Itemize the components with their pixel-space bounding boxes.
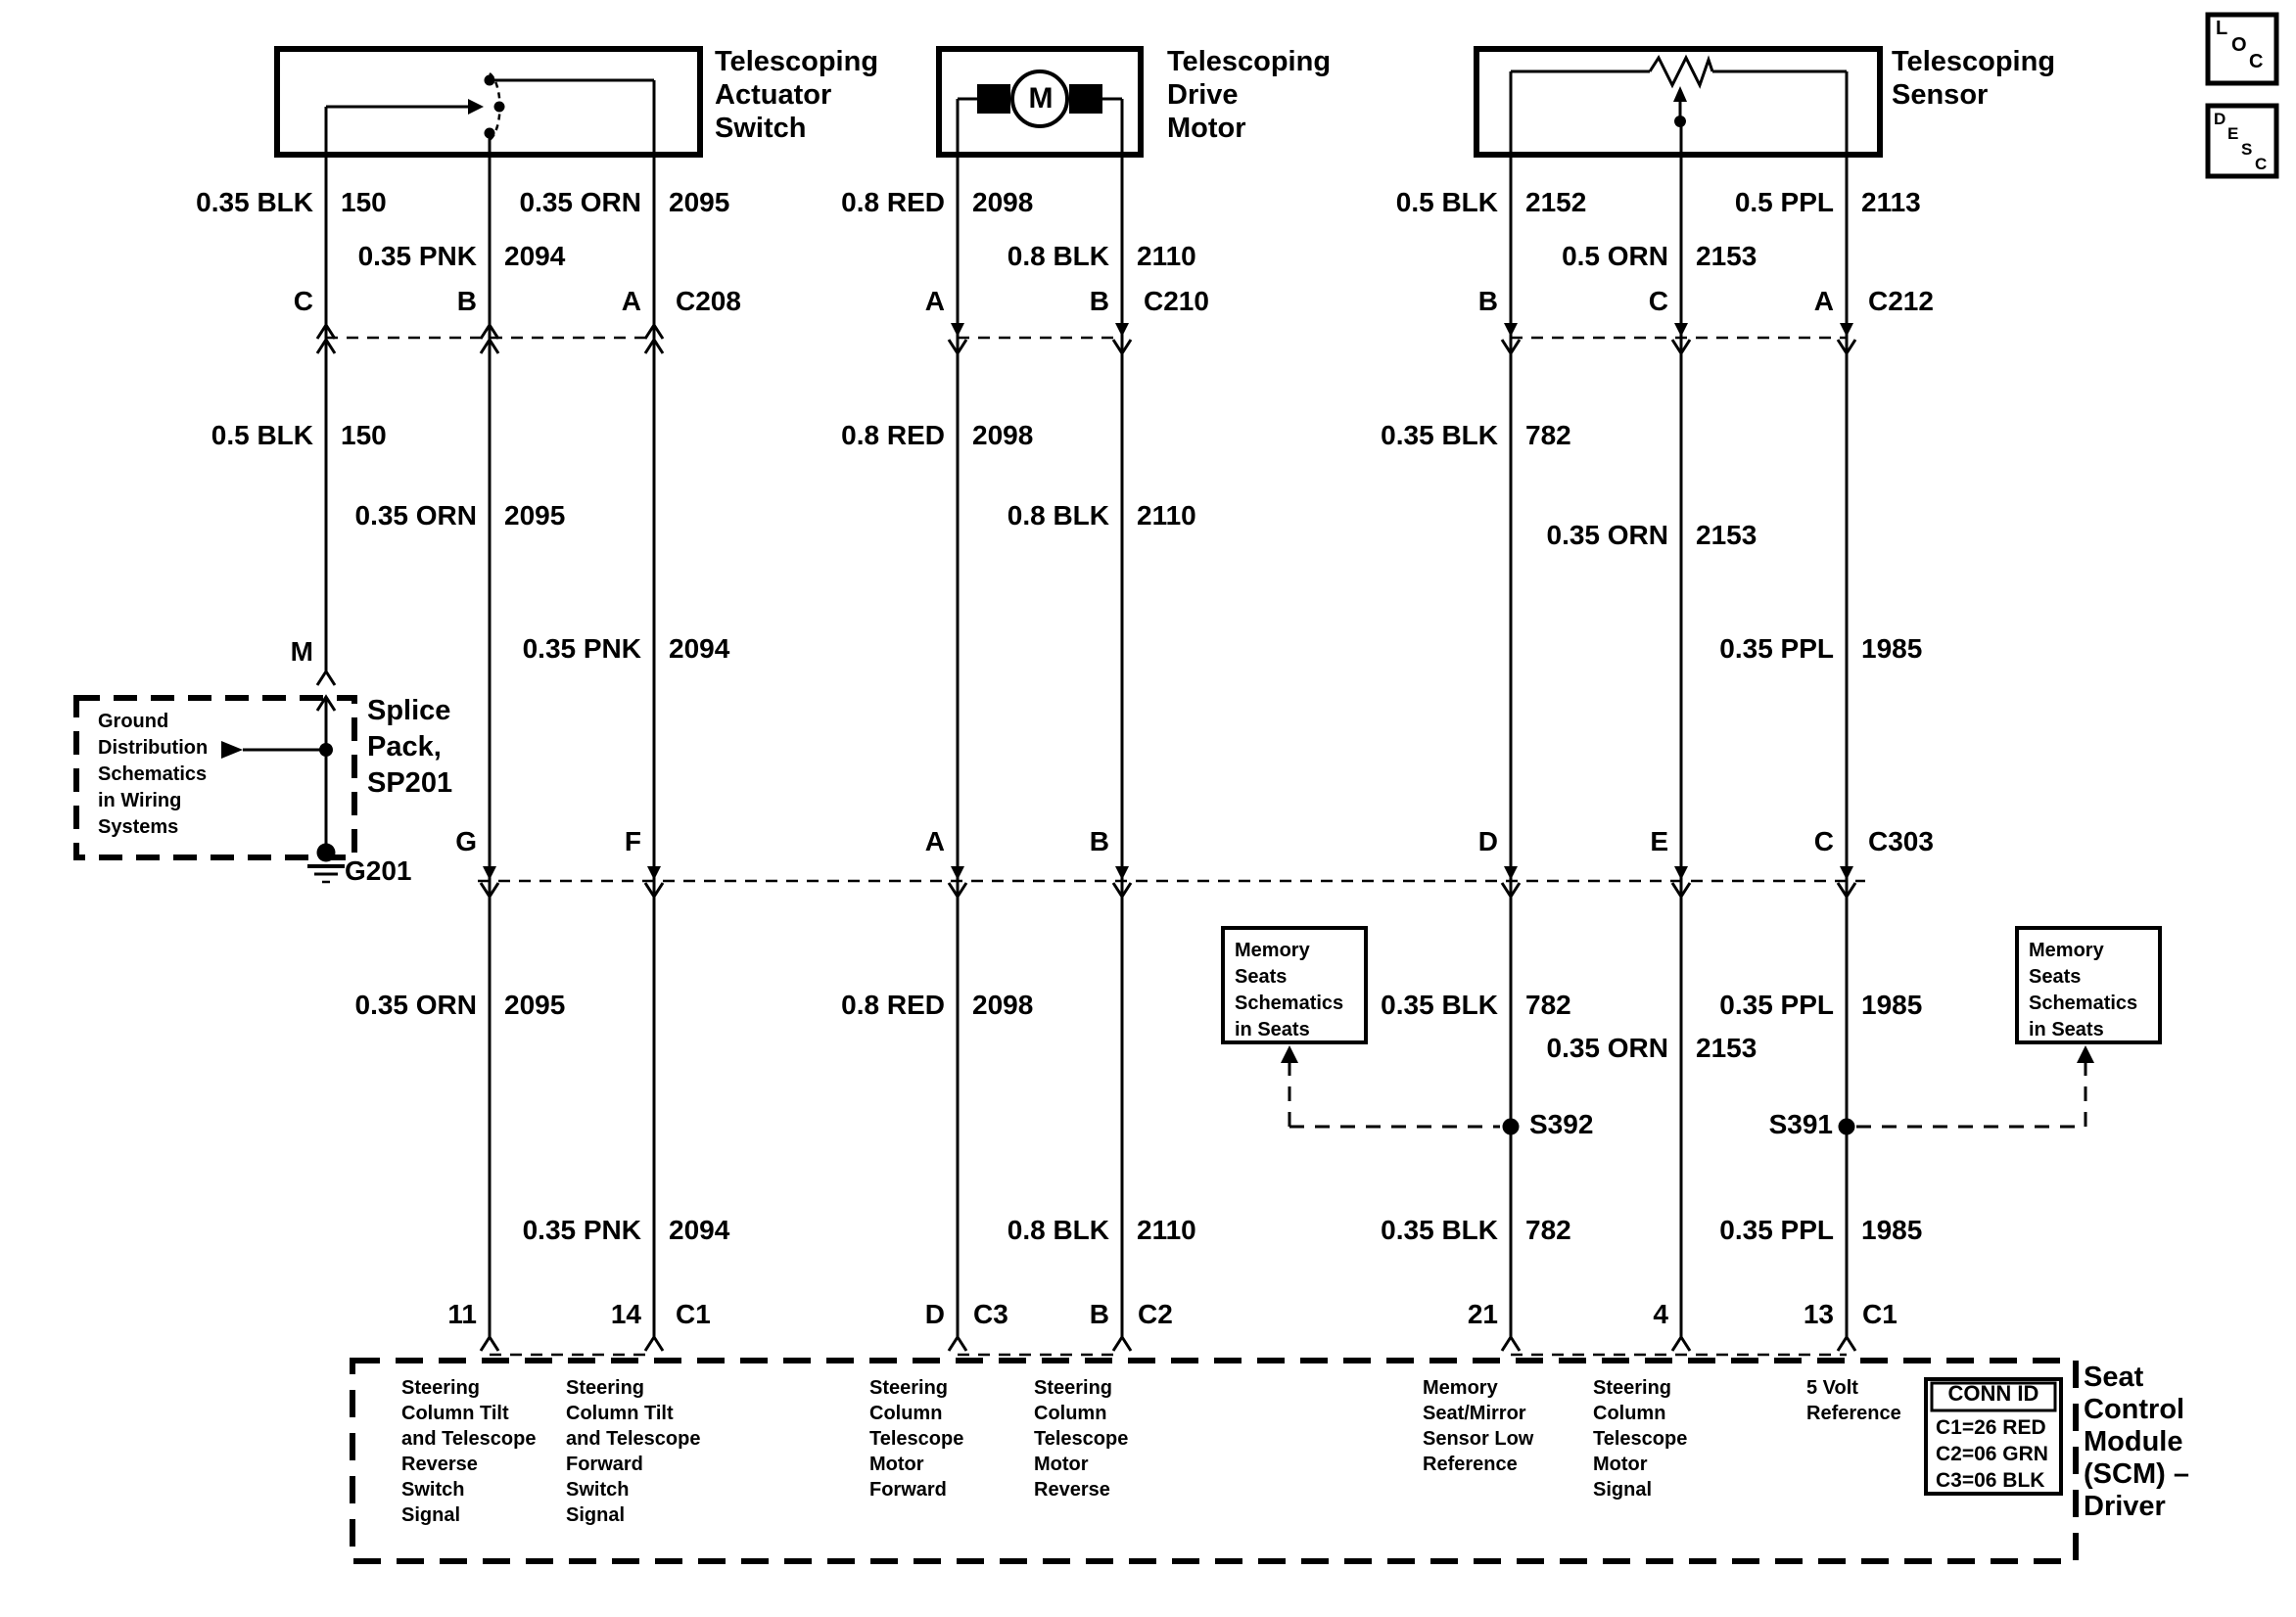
wire-color: 0.8 RED bbox=[841, 420, 945, 450]
connector-label: C303 bbox=[1868, 826, 1934, 856]
wire-color: 0.5 PPL bbox=[1734, 187, 1834, 217]
wire-circuit: 2110 bbox=[1137, 1215, 1196, 1245]
wire-color: 0.8 BLK bbox=[1007, 1215, 1109, 1245]
connector-pin: C bbox=[1648, 286, 1668, 316]
wire-circuit: 2153 bbox=[1696, 520, 1757, 550]
memory-ref-arrow-right bbox=[2077, 1045, 2094, 1063]
scm-pin-desc: Steering Column Tilt and Telescope Forward Switch Signal bbox=[566, 1377, 701, 1526]
connector-pin: E bbox=[1650, 826, 1668, 856]
wire-color: 0.8 RED bbox=[841, 990, 945, 1020]
connector-label: C212 bbox=[1868, 286, 1934, 316]
ground-id: G201 bbox=[345, 855, 412, 886]
wire-color: 0.35 BLK bbox=[1381, 420, 1498, 450]
connector-pin: A bbox=[924, 826, 945, 856]
scm-pin-number: 14 bbox=[610, 1299, 641, 1329]
memory-seats-ref-right[interactable]: Memory Seats Schematics in Seats bbox=[2029, 940, 2138, 1040]
splice-pack-label: Splice Pack, SP201 bbox=[367, 695, 453, 799]
wire-circuit: 2110 bbox=[1137, 500, 1196, 531]
sensor-title: Telescoping Sensor bbox=[1892, 46, 2056, 111]
memory-seats-ref-left[interactable]: Memory Seats Schematics in Seats bbox=[1235, 940, 1344, 1040]
conn-id-row: C1=26 RED bbox=[1936, 1416, 2046, 1439]
wire-circuit: 2095 bbox=[504, 990, 566, 1020]
wire-color: 0.35 ORN bbox=[1546, 1033, 1668, 1063]
wire-circuit: 150 bbox=[341, 187, 387, 217]
connector-pin: A bbox=[621, 286, 641, 316]
connector-label: C210 bbox=[1144, 286, 1209, 316]
connector-pin: B bbox=[1477, 286, 1498, 316]
conn-id-row: C3=06 BLK bbox=[1936, 1469, 2045, 1492]
wire-circuit: 2098 bbox=[972, 420, 1034, 450]
scm-pin-number: B bbox=[1089, 1299, 1109, 1329]
connector-pin: B bbox=[456, 286, 477, 316]
wire-circuit: 782 bbox=[1525, 1215, 1571, 1245]
wire-circuit: 1985 bbox=[1861, 1215, 1923, 1245]
scm-pin-desc: Steering Column Telescope Motor Forward bbox=[869, 1377, 964, 1501]
wire-color: 0.35 PPL bbox=[1719, 633, 1834, 664]
switch-contact-icon bbox=[326, 73, 654, 140]
scm-pin-number: 11 bbox=[447, 1299, 477, 1329]
wire-circuit: 782 bbox=[1525, 990, 1571, 1020]
splice-id: S392 bbox=[1529, 1109, 1594, 1139]
ref-arrow-icon bbox=[221, 741, 243, 759]
wire-circuit: 2153 bbox=[1696, 1033, 1757, 1063]
wire-color: 0.35 BLK bbox=[1381, 990, 1498, 1020]
memory-ref-arrow-left bbox=[1281, 1045, 1298, 1063]
wire-circuit: 2113 bbox=[1861, 187, 1921, 217]
connector-pin: F bbox=[624, 826, 641, 856]
connector-pin: B bbox=[1089, 826, 1109, 856]
wiper-dot bbox=[1674, 116, 1686, 127]
wire-color: 0.35 PNK bbox=[522, 1215, 641, 1245]
wire-circuit: 2110 bbox=[1137, 241, 1196, 271]
wire-color: 0.5 BLK bbox=[211, 420, 313, 450]
scm-pin-desc: 5 Volt Reference bbox=[1806, 1377, 1901, 1424]
ground-distribution-ref[interactable]: Ground Distribution Schematics in Wiring Systems bbox=[98, 711, 209, 838]
motor-symbol: M bbox=[1028, 82, 1054, 115]
wire-circuit: 2098 bbox=[972, 187, 1034, 217]
wire-circuit: 2095 bbox=[669, 187, 730, 217]
wire-color: 0.5 BLK bbox=[1395, 187, 1498, 217]
wire-color: 0.35 PNK bbox=[357, 241, 477, 271]
wire-circuit: 1985 bbox=[1861, 990, 1923, 1020]
connector-label: C208 bbox=[676, 286, 741, 316]
wire-color: 0.35 PPL bbox=[1719, 1215, 1834, 1245]
wire-color: 0.8 BLK bbox=[1007, 500, 1109, 531]
wire-color: 0.8 BLK bbox=[1007, 241, 1109, 271]
connector-pin: G bbox=[455, 826, 477, 856]
connector-pin: D bbox=[1477, 826, 1498, 856]
wire-circuit: 2095 bbox=[504, 500, 566, 531]
wire-circuit: 2153 bbox=[1696, 241, 1757, 271]
scm-pin-conn: C3 bbox=[973, 1299, 1008, 1329]
scm-pin-desc: Steering Column Telescope Motor Signal bbox=[1593, 1377, 1688, 1501]
wire-circuit: 150 bbox=[341, 420, 387, 450]
wire-color: 0.35 PNK bbox=[522, 633, 641, 664]
wire-color: 0.35 PPL bbox=[1719, 990, 1834, 1020]
scm-pin-desc: Steering Column Telescope Motor Reverse bbox=[1034, 1377, 1129, 1501]
scm-pin-number: 21 bbox=[1467, 1299, 1498, 1329]
wire-color: 0.5 ORN bbox=[1562, 241, 1668, 271]
connector-pin: C bbox=[293, 286, 313, 316]
wire-circuit: 2098 bbox=[972, 990, 1034, 1020]
wire-circuit: 2094 bbox=[669, 1215, 730, 1245]
wire-color: 0.8 RED bbox=[841, 187, 945, 217]
scm-pin-number: D bbox=[924, 1299, 945, 1329]
scm-pin-conn: C1 bbox=[1862, 1299, 1898, 1329]
conn-id-title: CONN ID bbox=[1947, 1381, 2039, 1406]
scm-pin-desc: Memory Seat/Mirror Sensor Low Reference bbox=[1423, 1377, 1534, 1475]
motor-title: Telescoping Drive Motor bbox=[1167, 46, 1332, 144]
splice-refs bbox=[1281, 1045, 2094, 1135]
scm-pin-conn: C1 bbox=[676, 1299, 711, 1329]
scm-pin-desc: Steering Column Tilt and Telescope Reverse Switch Signal bbox=[401, 1377, 537, 1526]
conn-id-row: C2=06 GRN bbox=[1936, 1443, 2048, 1465]
scm-pin-terminals bbox=[481, 1337, 1855, 1351]
wire-color: 0.35 ORN bbox=[1546, 520, 1668, 550]
scm-pin-conn: C2 bbox=[1138, 1299, 1173, 1329]
connector-pin: B bbox=[1089, 286, 1109, 316]
switch-title: Telescoping Actuator Switch bbox=[715, 46, 879, 144]
wire-circuit: 2094 bbox=[504, 241, 566, 271]
splice-pin-label: M bbox=[290, 636, 313, 667]
wiring-diagram: Telescoping Actuator Switch Telescoping Drive Motor Telescoping Sensor M L O C D E S C 0.35 BLK 150 0.35 ORN 2095 0.8 RED 2098 0.5 BLK 2152 0.5 PPL 2113 0.35 PNK 2094 0.8 BLK 2110 0.5 ORN 2153 C B A C208 A B C210 B C A C212 0.5 BLK 150 0.8 RED 2098 0.35 BLK 782 0.35 ORN 2095 0.8 BLK 2110 0.35 ORN 2153 0.35 PNK 2094 0.35 PPL 1985 M Ground Distribution Schematics in Wiring Systems Splice Pack, SP201 G201 G F A B D E C C303 0.35 ORN 2095 0.8 RED 2098 0.35 BLK 782 0.35 PPL 1985 0.35 ORN 2153 Memory Seats Schematics in Seats Memory Seats Schematics in Seats S392 S391 0.35 PNK 2094 0.8 BLK 2110 0.35 BLK 782 0.35 PPL 1985 11 14 C1 D C3 B C2 21 4 13 C1 Steering Column Tilt and Telescope Reverse Switch Signal Steering Column Tilt and Telescope Forward Switch Signal Steering Column Telescope Motor Forward Steering Column Telescope Motor Reverse Memory Seat/Mirror Sensor Low Reference Steering Column Telescope Motor Signal 5 Volt Reference CONN ID C1=26 RED C2=06 GRN C3=06 BLK Seat Control Module (SCM) – Driver bbox=[0, 0, 2296, 1617]
scm-pin-number: 13 bbox=[1803, 1299, 1834, 1329]
wire-circuit: 1985 bbox=[1861, 633, 1923, 664]
connector-pin: A bbox=[924, 286, 945, 316]
ground-icon bbox=[307, 866, 345, 882]
scm-module-label: Seat Control Module (SCM) – Driver bbox=[2084, 1362, 2189, 1522]
wire-circuit: 2094 bbox=[669, 633, 730, 664]
wire-color: 0.35 BLK bbox=[1381, 1215, 1498, 1245]
wire-circuit: 2152 bbox=[1525, 187, 1587, 217]
wire-color: 0.35 BLK bbox=[196, 187, 313, 217]
splice-id: S391 bbox=[1768, 1109, 1833, 1139]
connector-pin: C bbox=[1813, 826, 1834, 856]
wire-color: 0.35 ORN bbox=[519, 187, 641, 217]
connector-pin: A bbox=[1813, 286, 1834, 316]
scm-pin-number: 4 bbox=[1653, 1299, 1668, 1329]
wiper-arrow-icon bbox=[1673, 86, 1687, 102]
wire-circuit: 782 bbox=[1525, 420, 1571, 450]
wire-color: 0.35 ORN bbox=[354, 990, 477, 1020]
wire-color: 0.35 ORN bbox=[354, 500, 477, 531]
